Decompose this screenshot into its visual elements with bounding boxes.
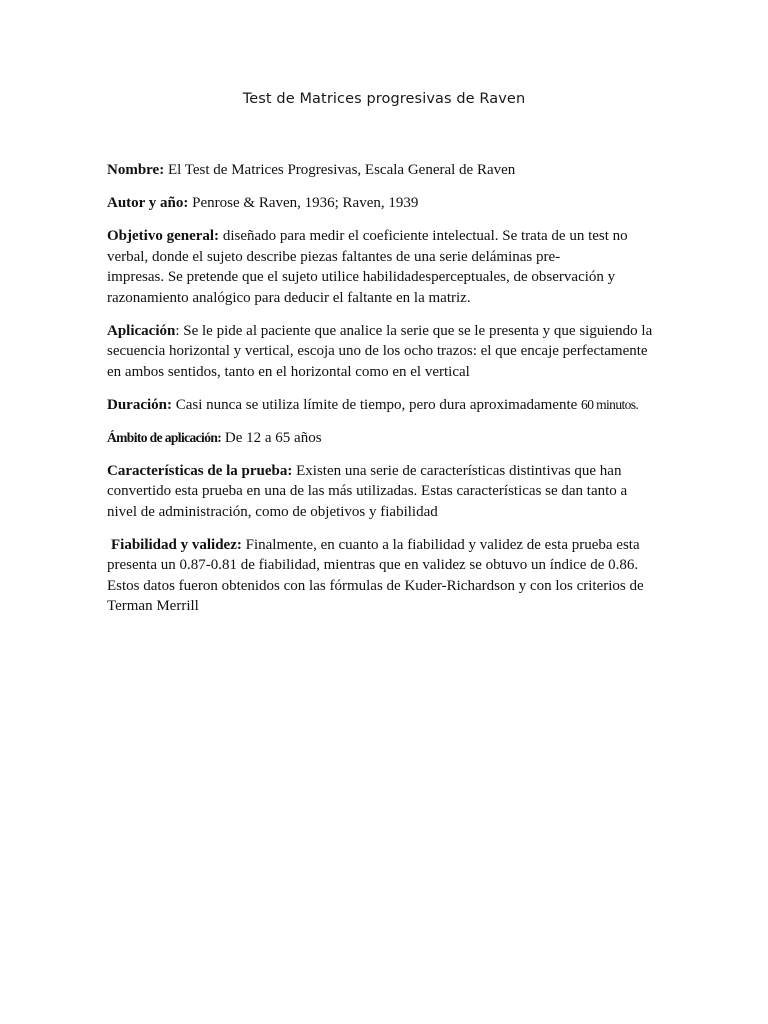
- objetivo-line-1: diseñado para medir el coeficiente intelectual. Se trata de un test no: [219, 228, 628, 244]
- nombre-paragraph: [107, 160, 667, 181]
- objetivo-paragraph: [107, 226, 667, 308]
- autor-text: Penrose & Raven, 1936; Raven, 1939: [188, 195, 419, 211]
- nombre-label: Nombre:: [107, 162, 165, 178]
- duracion-tail: 60 minutos.: [581, 396, 639, 412]
- fiabilidad-paragraph: [107, 535, 667, 617]
- aplicacion-line-3: en ambos sentidos, tanto en el horizontal como en el vertical: [107, 363, 470, 380]
- nombre-text: El Test de Matrices Progresivas, Escala General de Raven: [164, 162, 516, 178]
- fiabilidad-line-3: Estos datos fueron obtenidos con las fórmulas de Kuder-Richardson y con los criterios de: [107, 577, 644, 594]
- objetivo-line-3: impresas. Se pretende que el sujeto utilice habilidadesperceptuales, de observación y: [107, 269, 616, 285]
- aplicacion-line-2: secuencia horizontal y vertical, escoja uno de los ocho trazos: el que encaje perfectamente: [107, 343, 648, 359]
- caracteristicas-paragraph: [107, 461, 667, 523]
- caracteristicas-line-1: Existen una serie de características distintivas que han: [292, 462, 622, 479]
- autor-paragraph: [107, 193, 667, 214]
- fiabilidad-line-1: Finalmente, en cuanto a la fiabilidad y validez de esta prueba esta: [241, 536, 640, 553]
- caracteristicas-line-3: nivel de administración, como de objetivos y fiabilidad: [107, 503, 438, 520]
- aplicacion-label: Aplicación: [107, 322, 176, 339]
- caracteristicas-label: Características de la prueba:: [107, 462, 293, 479]
- aplicacion-line-1: : Se le pide al paciente que analice la serie que se le presenta y que siguiendo la: [175, 322, 653, 339]
- document-body: [107, 160, 667, 629]
- objetivo-label: Objetivo general:: [107, 228, 220, 244]
- ambito-paragraph: [107, 428, 667, 449]
- fiabilidad-line-4: Terman Merrill: [107, 598, 199, 614]
- duracion-text: Casi nunca se utiliza límite de tiempo, pero dura aproximadamente: [172, 396, 582, 413]
- caracteristicas-line-2: convertido esta prueba en una de las más utilizadas. Estas características se dan tanto a: [107, 483, 628, 499]
- ambito-label: Ámbito de aplicación:: [107, 429, 222, 445]
- duracion-label: Duración:: [107, 396, 172, 413]
- objetivo-line-2: verbal, donde el sujeto describe piezas faltantes de una serie deláminas pre-: [107, 248, 561, 265]
- fiabilidad-line-2: presenta un 0.87-0.81 de fiabilidad, mientras que en validez se obtuvo un índice de 0.86.: [107, 557, 639, 573]
- aplicacion-paragraph: [107, 321, 667, 383]
- fiabilidad-label: Fiabilidad y validez:: [111, 536, 242, 553]
- document-title: Test de Matrices progresivas de Raven: [242, 91, 526, 107]
- autor-label: Autor y año:: [107, 195, 189, 211]
- ambito-text: De 12 a 65 años: [221, 429, 322, 446]
- duracion-paragraph: [107, 395, 667, 416]
- objetivo-line-4: razonamiento analógico para deducir el faltante en la matriz.: [107, 289, 471, 306]
